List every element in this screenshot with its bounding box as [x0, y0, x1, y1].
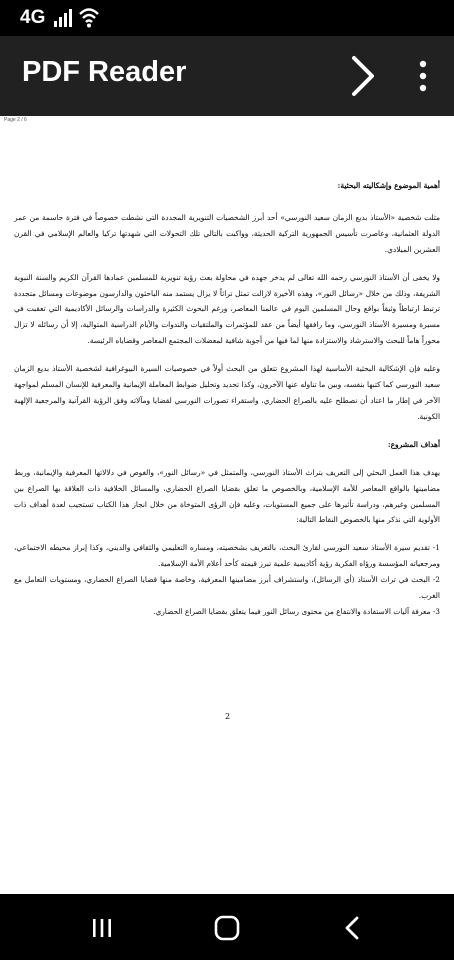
app-title: PDF Reader: [22, 56, 187, 88]
status-bar: [0, 0, 454, 36]
chevron-right-icon[interactable]: [345, 54, 381, 98]
page-indicator: Page 2 / 6: [4, 117, 27, 123]
paragraph: ولا يخفى أن الأستاذ النورسي رحمه الله تعالى لم يدخر جهده في محاولة بعث رؤية تنويرية للمسلمين عمادها القرآن الكريم والسنة النبوية الشريفة، وذلك من خلال «رسائل النور»، وهذه الأخيرة لازالت تمثل تراثاً لا يزال يستمد منه الباحثون والدارسون موضوعات ومسائل متجددة ترتبط ارتباطاً وثيقاً بواقع وحال المسلمين اليوم في عالمنا المعاصر، ورغم البحوث الكثيرة والدراسات والرسائل الأكاديمية التي تعقبت في مسيرة ومسيرة الأستاذ النورسي، وما رافقها أيضاً من عقد للمؤتمرات والملتقيات والندوات والأيام الدراسية المتوالية، إلا أن رسائله لا تزال محوراً هاماً للبحث والاسترشاد والاستزادة منها لما فيها من أجوبة شافية لمعضلات المجتمع المعاصر وقضاياه الرئيسة.: [14, 272, 440, 346]
paragraph: يهدف هذا العمل البحثي إلى التعريف بتراث الأستاذ النورسي، والمتمثل في «رسائل النور»، والغوص في دلالاتها المعرفية والإيمانية، وربط مضامينها بالواقع المعاصر للأمة الإسلامية، وبالخصوص ما تعلق بقضايا الصراع الحضاري، والمسائل الخلافية ذات العلاقة بها الصراع بين المسلمين وغيرهم، ودراسة تأثيرها على جميع المستويات، وعليه فإن الرؤى المتوخاة من خلال انجاز هذا الكتاب تستجيب لعدة أهداف ذات الأولوية التي نذكر منها بالخصوص النقاط التالية:: [14, 467, 440, 525]
pdf-page-view[interactable]: [0, 116, 454, 894]
navigation-bar: [0, 894, 454, 960]
app-bar: [0, 36, 454, 116]
network-type-label: 4G: [20, 7, 46, 28]
paragraph: وعليه فإن الإشكالية البحثية الأساسية لهذا المشروع تتعلق من البحث أولاً في خصوصيات السيرة البيوغرافية لشخصية الأستاذ بديع الزمان سعيد النورسي كما كتبها بنفسه، وبين ما تناوله عنها الآخرون، وكذا تحديد وتحليل ضوابط المعاملة الإيمانية والمعرفية للإنسان المسلم لمواجهة الآخر في إطار ما اعتاد أن نصطلح عليه بالصراع الحضاري، واستقراء تصورات النورسي لقضايا ومآلاته وفق الرؤية القرآنية والمرجعية الإلهية الكونية.: [14, 364, 440, 421]
section-heading-importance: أهمية الموضوع وإشكاليته البحثية:: [337, 181, 440, 190]
document-content: [14, 178, 440, 620]
list-item: 1- تقديم سيرة الأستاذ سعيد النورسي لقارئ البحث، بالتعريف بشخصيته، ومساره التعليمي والثقافي والديني، وكذا إبراز محيطه الاجتماعي، ومرجعياته المؤسسة ورؤاه الفكرية رؤية أكاديمية علمية تبرز قيمته كأحد أعلام الأمة الإسلامية.: [14, 543, 440, 569]
section-heading-objectives: أهداف المشروع:: [387, 439, 440, 449]
paragraph: مثلت شخصية «الأستاذ بديع الزمان سعيد النورسي» أحد أبرز الشخصيات التنويرية المجددة التي نشطت خصوصاً في فترة حاسمة من عمر الدولة العثمانية، وعاصرت تأسيس الجمهورية التركية الحديثة، وواكبت بالتالي تلك التحولات التي شهدتها تركيا والعالم الإسلامي في القرن العشرين الميلادي.: [14, 212, 440, 254]
signal-icon: [54, 9, 74, 27]
list-item: 2- البحث في تراث الأستاذ (أي الرسائل)، واستشراف أبرز مضامينها المعرفية، وخاصة منها قضايا الصراع الحضاري، ومستويات التعامل مع الغرب.: [14, 575, 440, 601]
wifi-icon: [78, 6, 100, 28]
more-vert-icon[interactable]: [408, 56, 438, 96]
recent-apps-icon[interactable]: [72, 908, 132, 948]
page-number: 2: [225, 712, 231, 721]
back-icon[interactable]: [322, 908, 382, 948]
list-item: 3- معرفة آليات الاستفادة والانتفاع من محتوى رسائل النور فيما يتعلق بقضايا الصراع الحضاري.: [153, 606, 440, 616]
home-icon[interactable]: [197, 908, 257, 948]
